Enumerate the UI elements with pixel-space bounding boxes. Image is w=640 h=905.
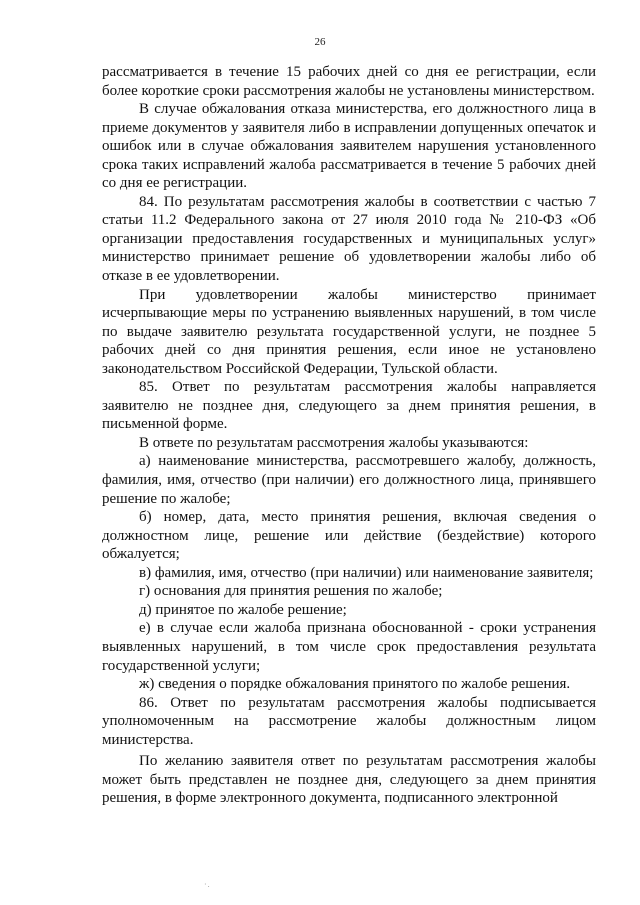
paragraph-85: 85. Ответ по результатам рассмотрения жалобы направляется заявителю не позднее дня, следующего за днем принятия решения, в письменной форме. (102, 379, 596, 433)
paragraph-electronic-response: По желанию заявителя ответ по результатам рассмотрения жалобы может быть представлен не позднее дня, следующего за днем принятия решения, в форме электронного документа, подписанного электронной (102, 753, 596, 807)
list-item-a: а) наименование министерства, рассмотревшего жалобу, должность, фамилия, имя, отчество (при наличии) его должностного лица, принявшего решение по жалобе; (102, 453, 596, 507)
list-item-e: е) в случае если жалоба признана обоснованной - сроки устранения выявленных нарушений, в том числе срок предоставления результата государственной услуги; (102, 620, 596, 674)
paragraph-satisfaction-measures: При удовлетворении жалобы министерство принимает исчерпывающие меры по устранению выявленных нарушений, в том числе по выдаче заявителю результата государственной услуги, не позднее 5 рабочих дней со дня принятия решения, если иное не установлено законодательством Российской Федерации, Тульской области. (102, 286, 596, 377)
paragraph-appeal-refusal: В случае обжалования отказа министерства, его должностного лица в приеме документов у заявителя либо в исправлении допущенных опечаток и ошибок или в случае обжалования заявителем нарушения установленного срока таких исправлений жалоба рассматривается в течение 5 рабочих дней со дня ее регистрации. (102, 101, 596, 192)
document-body (102, 63, 596, 808)
paragraph-continuation: рассматривается в течение 15 рабочих дней со дня ее регистрации, если более короткие сроки рассмотрения жалобы не установлены министерством. (102, 64, 596, 99)
list-item-v: в) фамилия, имя, отчество (при наличии) или наименование заявителя; (139, 564, 594, 581)
paragraph-86: 86. Ответ по результатам рассмотрения жалобы подписывается уполномоченным на рассмотрение жалобы должностным лицом министерства. (102, 694, 596, 748)
scan-artifact: ·. (204, 880, 211, 889)
list-item-b: б) номер, дата, место принятия решения, включая сведения о должностном лице, решение или действие (бездействие) которого обжалуется; (102, 509, 596, 563)
list-item-zh: ж) сведения о порядке обжалования принятого по жалобе решения. (139, 676, 571, 693)
list-item-g: г) основания для принятия решения по жалобе; (139, 583, 443, 600)
paragraph-84: 84. По результатам рассмотрения жалобы в соответствии с частью 7 статьи 11.2 Федерального закона от 27 июля 2010 года № 210-ФЗ «Об организации предоставления государственных и муниципальных услуг» министерство принимает решение об удовлетворении жалобы либо об отказе в ее удовлетворении. (102, 193, 596, 285)
list-item-d: д) принятое по жалобе решение; (139, 601, 347, 618)
paragraph-response-contents: В ответе по результатам рассмотрения жалобы указываются: (139, 434, 529, 451)
page-number: 26 (314, 36, 326, 48)
